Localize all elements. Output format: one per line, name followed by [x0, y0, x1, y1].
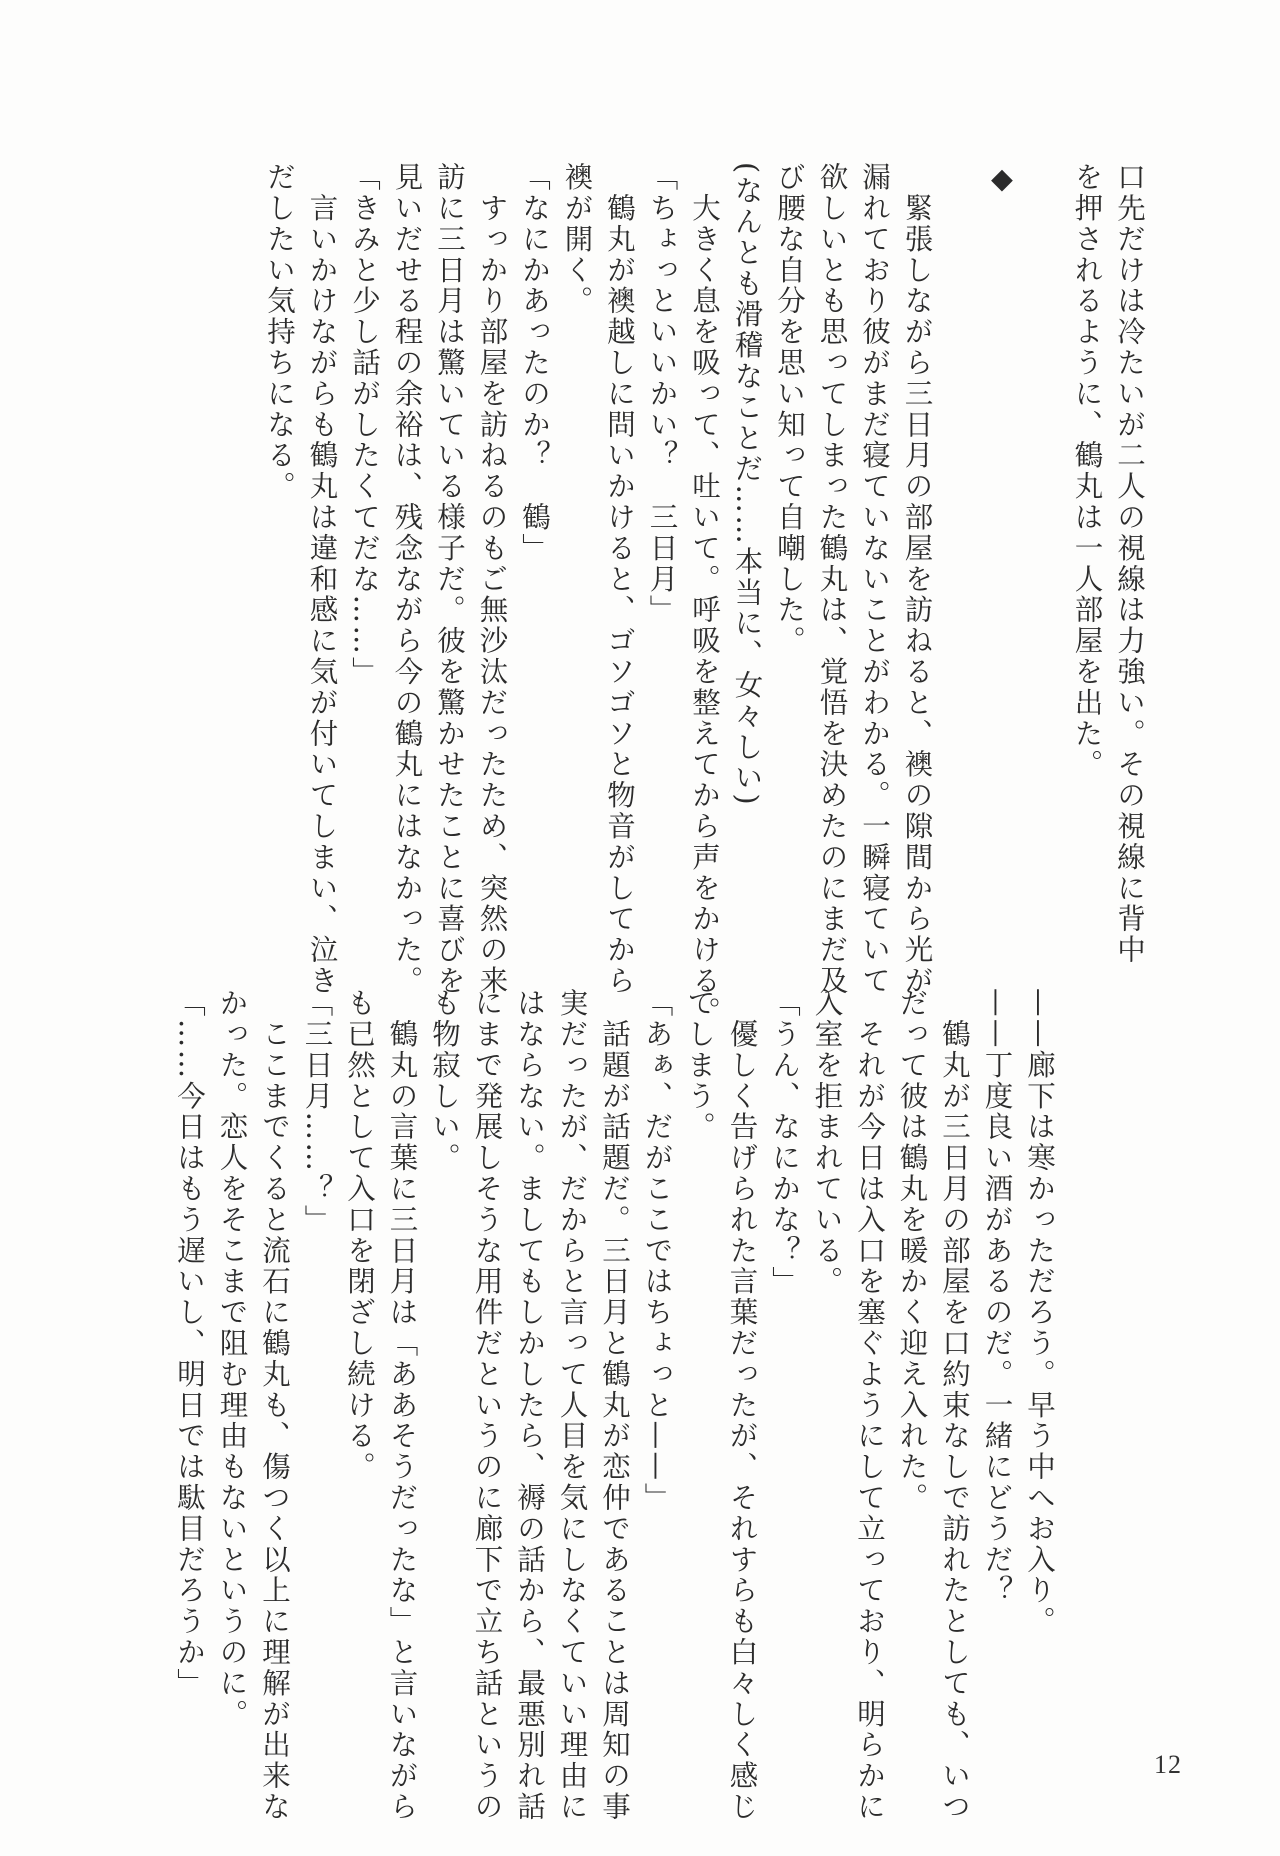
blank-line	[938, 162, 981, 882]
text-line: 話題が話題だ。三日月と鶴丸が恋仲であることは周知の事	[598, 988, 631, 1823]
text-line: 鶴丸の言葉に三日月は「ああそうだったな」と言いながら	[385, 988, 419, 1823]
text-line: 鶴丸が襖越しに問いかけると、ゴソゴソと物音がしてから	[603, 162, 636, 997]
text-line: 実だったが、だからと言って人目を気にしなくていい理由に	[555, 988, 589, 1823]
text-line: かった。恋人をそこまで阻む理由もないというのに。	[215, 988, 249, 1730]
text-line: 「なにかあったのか？ 鶴」	[518, 162, 551, 564]
section-break-diamond: ◆	[985, 162, 1019, 198]
text-line: 鶴丸が三日月の部屋を口約束なしで訪れたとしても、いつ	[938, 988, 971, 1823]
text-line: それが今日は入口を塞ぐようにして立っており、明らかに	[853, 988, 886, 1823]
text-line: 「ちょっといいかい？ 三日月」	[645, 162, 679, 626]
text-line: 漏れており彼がまだ寝ていないことがわかる。一瞬寝ていて	[858, 162, 891, 997]
text-line: 見いだせる程の余裕は、残念ながら今の鶴丸にはなかった。	[390, 162, 424, 997]
text-line: ——廊下は寒かっただろう。早う中へお入り。	[1023, 988, 1056, 1637]
text-block-upper	[258, 162, 1151, 1028]
text-line: だって彼は鶴丸を暖かく迎え入れた。	[895, 988, 929, 1514]
text-line: を押されるように、鶴丸は一人部屋を出た。	[1070, 162, 1104, 780]
page-number: 12	[1154, 1750, 1182, 1779]
text-line: 「三日月……？」	[300, 988, 334, 1236]
text-line: はならない。ましてもしかしたら、褥の話から、最悪別れ話	[513, 988, 546, 1823]
text-line: てしまう。	[683, 988, 716, 1143]
text-line: も物寂しい。	[428, 988, 461, 1174]
text-line: 口先だけは冷たいが二人の視線は力強い。その視線に背中	[1113, 162, 1146, 966]
text-line: ここまでくると流石に鶴丸も、傷つく以上に理解が出来な	[258, 988, 291, 1823]
text-line: 大きく息を吸って、吐いて。呼吸を整えてから声をかける。	[688, 162, 721, 1028]
text-line: 言いかけながらも鶴丸は違和感に気が付いてしまい、泣き	[305, 162, 339, 997]
text-line: (なんとも滑稽なことだ……本当に、女々しい)	[730, 162, 764, 808]
text-line: 「……今日はもう遅いし、明日では駄目だろうか」	[173, 988, 206, 1699]
text-line: び腰な自分を思い知って自嘲した。	[773, 162, 806, 657]
text-line: ——丁度良い酒があるのだ。一緒にどうだ？	[980, 988, 1014, 1606]
text-line: 緊張しながら三日月の部屋を訪ねると、襖の隙間から光が	[900, 162, 934, 997]
text-line: 襖が開く。	[560, 162, 594, 317]
text-line: 訪に三日月は驚いている様子だ。彼を驚かせたことに喜びを	[433, 162, 466, 997]
text-line: 優しく告げられた言葉だったが、それすらも白々しく感じ	[725, 988, 759, 1823]
text-line: だしたい気持ちになる。	[263, 162, 296, 502]
text-line: 「うん、なにかな？」	[768, 988, 801, 1297]
blank-line	[1023, 162, 1066, 882]
text-block-lower	[168, 988, 1061, 1823]
text-line: 欲しいとも思ってしまった鶴丸は、覚悟を決めたのにまだ及	[815, 162, 849, 997]
text-line: 「あぁ、だがここではちょっと——」	[640, 988, 674, 1514]
text-line: も已然として入口を閉ざし続ける。	[343, 988, 376, 1483]
text-line: 「きみと少し話がしたくてだな……」	[348, 162, 381, 688]
text-line: 入室を拒まれている。	[810, 988, 844, 1297]
text-line: にまで発展しそうな用件だというのに廊下で立ち話というの	[470, 988, 504, 1823]
text-line: すっかり部屋を訪ねるのもご無沙汰だったため、突然の来	[475, 162, 509, 997]
